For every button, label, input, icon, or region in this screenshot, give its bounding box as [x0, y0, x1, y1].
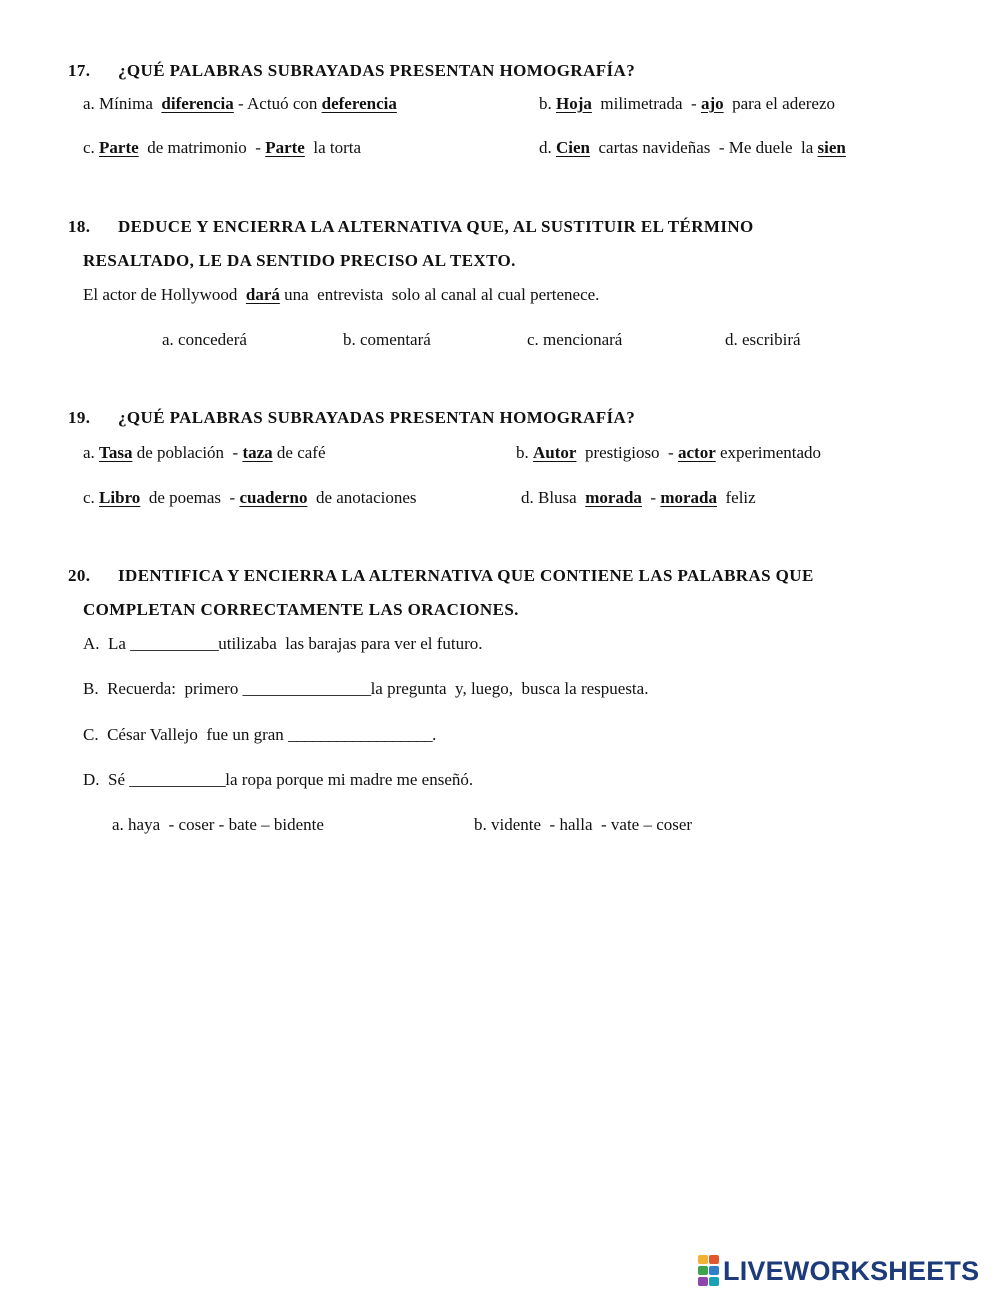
q17-c-word1: Parte — [99, 138, 139, 157]
q18-option-b[interactable]: b. comentará — [343, 330, 431, 349]
q20-title-line1: IDENTIFICA Y ENCIERRA LA ALTERNATIVA QUE CONTIENE LAS PALABRAS QUE — [118, 566, 814, 585]
q20-option-b[interactable]: b. vidente - halla - vate – coser — [474, 815, 693, 834]
q17-b-word2: ajo — [700, 94, 724, 113]
q17-a-word1: diferencia — [161, 94, 234, 113]
q19-option-d[interactable]: d. Blusa morada - morada feliz — [521, 488, 756, 507]
q17-c-word2: Parte — [265, 138, 305, 157]
q19-a-word1: Tasa — [99, 443, 133, 462]
q20-heading-line2: COMPLETAN CORRECTAMENTE LAS ORACIONES. — [83, 600, 519, 619]
q17-d-word2: sien — [817, 138, 846, 157]
q18-highlighted-word: dará — [245, 285, 280, 304]
q18-sentence: El actor de Hollywood dará una entrevista solo al canal al cual pertenece. — [83, 285, 600, 304]
q19-c-word2: cuaderno — [239, 488, 308, 507]
logo-blocks-icon — [698, 1255, 719, 1287]
q20-number: 20. — [68, 566, 91, 585]
q17-number: 17. — [68, 61, 91, 80]
logo-block — [698, 1277, 708, 1286]
q19-option-a[interactable]: a. Tasa de población - taza de café — [83, 443, 326, 462]
liveworksheets-logo — [698, 1256, 979, 1286]
logo-block — [709, 1255, 719, 1264]
q18-title-line1: DEDUCE Y ENCIERRA LA ALTERNATIVA QUE, AL SUSTITUIR EL TÉRMINO — [118, 217, 754, 236]
logo-block — [709, 1277, 719, 1286]
q17-title: ¿QUÉ PALABRAS SUBRAYADAS PRESENTAN HOMOGRAFÍA? — [118, 61, 636, 80]
q20-blank-d[interactable]: ____________ — [129, 770, 226, 789]
q20-sentence-c: C. César Vallejo fue un gran __________________. — [83, 725, 437, 744]
q20-sentence-b: B. Recuerda: primero ________________la pregunta y, luego, busca la respuesta. — [83, 679, 649, 698]
q19-b-word1: Autor — [533, 443, 577, 462]
q18-option-d[interactable]: d. escribirá — [725, 330, 801, 349]
q19-heading — [68, 408, 635, 428]
q20-blank-c[interactable]: __________________ — [288, 725, 433, 744]
q18-option-c[interactable]: c. mencionará — [527, 330, 623, 349]
q20-blank-b[interactable]: ________________ — [242, 679, 371, 698]
q20-option-a[interactable]: a. haya - coser - bate – bidente — [112, 815, 324, 834]
q17-option-c[interactable]: c. Parte de matrimonio - Parte la torta — [83, 138, 362, 157]
q20-sentence-a: A. La ___________utilizaba las barajas para ver el futuro. — [83, 634, 483, 653]
q20-heading — [68, 566, 814, 586]
q18-heading — [68, 217, 754, 237]
q19-number: 19. — [68, 408, 91, 427]
q19-b-word2: actor — [677, 443, 716, 462]
logo-block — [709, 1266, 719, 1275]
q17-option-a[interactable]: a. Mínima diferencia - Actuó con deferencia — [83, 94, 397, 113]
q19-option-c[interactable]: c. Libro de poemas - cuaderno de anotaciones — [83, 488, 417, 507]
q20-blank-a[interactable]: ___________ — [130, 634, 219, 653]
q20-sentence-d: D. Sé ____________la ropa porque mi madre me enseñó. — [83, 770, 474, 789]
q17-b-word1: Hoja — [556, 94, 592, 113]
q18-number: 18. — [68, 217, 91, 236]
logo-block — [698, 1255, 708, 1264]
q17-option-b[interactable]: b. Hoja milimetrada - ajo para el aderezo — [539, 94, 835, 113]
q17-d-word1: Cien — [556, 138, 590, 157]
q19-option-b[interactable]: b. Autor prestigioso - actor experimentado — [516, 443, 822, 462]
q19-d-word2: morada — [660, 488, 717, 507]
logo-block — [698, 1266, 708, 1275]
q19-a-word2: taza — [242, 443, 273, 462]
q18-option-a[interactable]: a. concederá — [162, 330, 247, 349]
q18-heading-line2: RESALTADO, LE DA SENTIDO PRECISO AL TEXTO. — [83, 251, 516, 270]
logo-text: LIVEWORKSHEETS — [723, 1255, 980, 1286]
q19-c-word1: Libro — [99, 488, 141, 507]
q17-heading — [68, 61, 635, 81]
q19-title: ¿QUÉ PALABRAS SUBRAYADAS PRESENTAN HOMOGRAFÍA? — [118, 408, 636, 427]
q17-option-d[interactable]: d. Cien cartas navideñas - Me duele la sien — [539, 138, 846, 157]
q17-a-word2: deferencia — [321, 94, 397, 113]
q19-d-word1: morada — [585, 488, 642, 507]
